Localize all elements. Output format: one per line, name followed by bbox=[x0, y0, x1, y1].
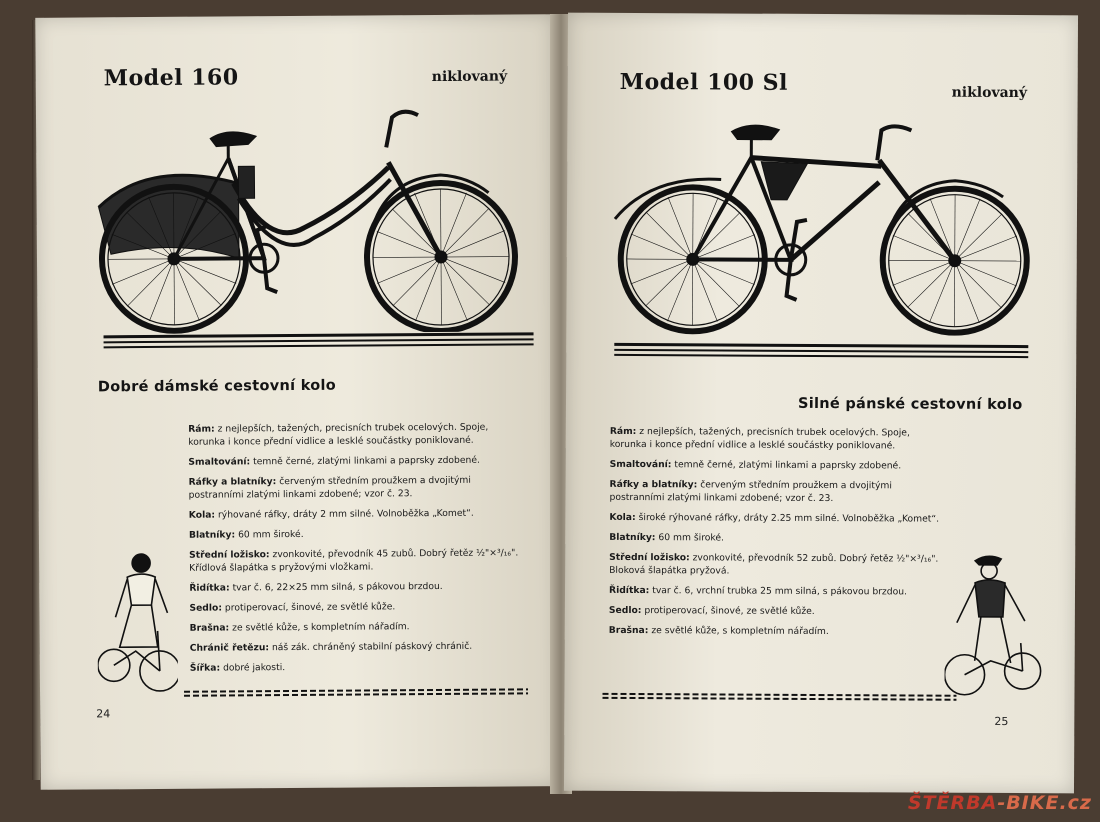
spec-item bbox=[189, 546, 519, 574]
man-cyclist-illustration bbox=[944, 551, 1045, 712]
spec-label: Šířka: bbox=[189, 662, 221, 674]
finish-label: niklovaný bbox=[431, 68, 508, 86]
spec-text: tvar č. 6, 22×25 mm silná, s pákovou brzdou. bbox=[229, 580, 443, 594]
finish-label: niklovaný bbox=[951, 84, 1028, 102]
spec-label: Brašna: bbox=[608, 624, 649, 637]
header-rule bbox=[614, 343, 1028, 359]
model-title: Model 100 Sl bbox=[619, 68, 788, 96]
spec-label: Střední ložisko: bbox=[189, 549, 270, 561]
spec-text: zvonkovité, převodník 52 zubů. Dobrý řetěz ½"×³/₁₆". Bloková šlapátka pryžová. bbox=[609, 552, 939, 577]
spec-text: 60 mm široké. bbox=[655, 532, 724, 544]
spec-text: temně černé, zlatými linkami a paprsky zdobené. bbox=[671, 459, 902, 472]
watermark-part2: -BIKE.cz bbox=[997, 792, 1092, 814]
spec-item bbox=[188, 420, 518, 448]
spec-text: tvar č. 6, vrchní trubka 25 mm silná, s pákovou brzdou. bbox=[649, 585, 907, 598]
spec-text: temně černé, zlatými linkami a paprsky zdobené. bbox=[250, 454, 480, 468]
spec-label: Sedlo: bbox=[189, 602, 223, 614]
spec-item bbox=[609, 604, 939, 619]
spec-text: ze světlé kůže, s kompletním nářadím. bbox=[648, 625, 829, 638]
model-title: Model 160 bbox=[103, 64, 239, 92]
spec-item bbox=[189, 526, 519, 541]
right-page bbox=[564, 13, 1078, 794]
spec-text: protiperovací, šinové, ze světlé kůže. bbox=[641, 605, 815, 617]
subtitle: Dobré dámské cestovní kolo bbox=[97, 377, 337, 396]
spec-text: dobré jakosti. bbox=[220, 662, 286, 674]
spec-label: Brašna: bbox=[189, 622, 230, 634]
spec-label: Rám: bbox=[188, 423, 215, 435]
page-number: 25 bbox=[994, 714, 1009, 728]
gents-bicycle-illustration bbox=[610, 109, 1041, 336]
woman-cyclist-illustration bbox=[97, 547, 178, 708]
spec-text: široké rýhované ráfky, dráty 2.25 mm silné. Volnoběžka „Komet“. bbox=[635, 512, 940, 525]
spec-label: Střední ložisko: bbox=[609, 551, 690, 564]
spec-label: Blatníky: bbox=[609, 531, 656, 544]
header-rule bbox=[104, 332, 534, 349]
spec-text: z nejlepších, tažených, precisních trubek ocelových. Spoje, korunka i konce přední vidlice a lesklé součástky poniklované. bbox=[188, 421, 489, 448]
spec-item bbox=[609, 584, 939, 599]
footer-rule bbox=[184, 688, 528, 698]
spec-item bbox=[609, 531, 939, 546]
spec-label: Smaltování: bbox=[609, 458, 672, 471]
spec-label: Ráfky a blatníky: bbox=[188, 476, 277, 488]
spec-label: Kola: bbox=[609, 511, 636, 524]
spec-item bbox=[189, 506, 519, 521]
spec-item bbox=[190, 659, 520, 674]
spec-item bbox=[609, 478, 939, 506]
spec-item bbox=[190, 639, 520, 654]
spec-label: Rám: bbox=[609, 425, 637, 438]
spec-item bbox=[610, 425, 940, 453]
spec-text: zvonkovité, převodník 45 zubů. Dobrý řetěz ½"×³/₁₆". Křídlová šlapátka s pryžovými vložkami. bbox=[189, 547, 519, 574]
spec-label: Blatníky: bbox=[188, 529, 236, 541]
spec-label: Smaltování: bbox=[188, 456, 251, 468]
spec-text: červeným středním proužkem a dvojitými postranními zlatými linkami zdobené; vzor č. 23. bbox=[609, 479, 892, 505]
spec-text: ze světlé kůže, s kompletním nářadím. bbox=[229, 621, 410, 634]
spec-label: Sedlo: bbox=[608, 604, 642, 617]
watermark-part1: ŠTĚRBA bbox=[907, 792, 998, 814]
spec-text: z nejlepších, tažených, precisních trubek ocelových. Spoje, korunka i konce přední vidlice a lesklé součástky poniklované. bbox=[609, 426, 910, 452]
spec-item bbox=[609, 511, 939, 526]
spec-text: červeným středním proužkem a dvojitými postranními zlatými linkami zdobené; vzor č. 23. bbox=[188, 474, 471, 501]
ladies-bicycle-illustration bbox=[88, 86, 530, 334]
spec-item bbox=[609, 624, 939, 639]
footer-rule bbox=[602, 693, 956, 703]
spec-text: 60 mm široké. bbox=[235, 528, 304, 541]
spec-label: Řidítka: bbox=[608, 584, 650, 597]
spec-item bbox=[189, 599, 519, 614]
spec-text: náš zák. chráněný stabilní páskový chránič. bbox=[268, 640, 473, 654]
spec-item bbox=[189, 473, 519, 501]
spec-label: Kola: bbox=[188, 509, 216, 521]
spec-item bbox=[610, 458, 940, 473]
site-watermark bbox=[908, 792, 1092, 814]
spec-label: Ráfky a blatníky: bbox=[609, 478, 698, 491]
page-number: 24 bbox=[96, 707, 111, 721]
spec-list bbox=[609, 425, 940, 646]
left-page bbox=[35, 14, 558, 790]
spec-item bbox=[190, 619, 520, 634]
spec-item bbox=[609, 551, 939, 579]
subtitle: Silné pánské cestovní kolo bbox=[797, 395, 1023, 414]
spec-text: rýhované ráfky, dráty 2 mm silné. Volnoběžka „Komet“. bbox=[215, 507, 474, 521]
spec-text: protiperovací, šinové, ze světlé kůže. bbox=[221, 601, 396, 614]
spec-item bbox=[189, 579, 519, 594]
spec-label: Řidítka: bbox=[189, 582, 230, 594]
spec-item bbox=[188, 453, 518, 468]
spec-list bbox=[188, 420, 520, 681]
spec-label: Chránič řetězu: bbox=[189, 642, 270, 654]
